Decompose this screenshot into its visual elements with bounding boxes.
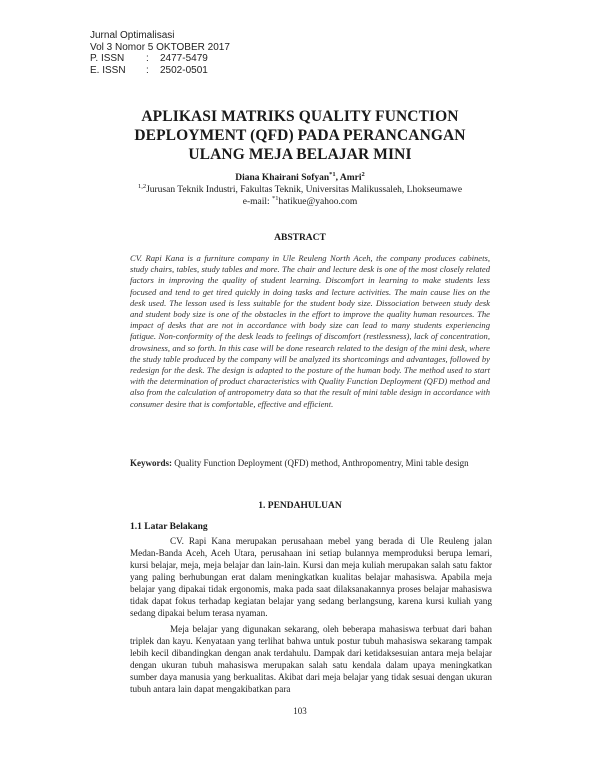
affiliation [90, 184, 510, 196]
email-marker: *1 [272, 194, 279, 202]
keywords-text: Quality Function Deployment (QFD) method, Anthropomentry, Mini table design [172, 458, 469, 468]
paper-title [100, 107, 500, 164]
author-connector: , [335, 173, 340, 183]
paragraph-1: CV. Rapi Kana merupakan perusahaan mebel yang berada di Ule Reuleng jalan Medan-Banda Aceh, Aceh Utara, perusahaan ini setiap bulannya memproduksi berupa lemari, kursi belajar, meja, meja belajar dan lain-lain. Kursi dan meja kuliah merupakan salah satu faktor yang paling berhubungan erat dalam meningkatkan kualitas belajar mahasiswa. Apabila meja belajar yang dipakai tidak ergonomis, maka pada saat dilaksanakannya proses belajar mahasiswa tidak dapat fokus terhadap kegiatan belajar yang sedang berlangsung, karena kursi kuliah yang sedang dipakai belum terasa nyaman. [130, 536, 492, 618]
author-names [90, 172, 510, 184]
abstract-heading: ABSTRACT [274, 233, 326, 243]
section-heading: 1. PENDAHULUAN [258, 501, 342, 511]
journal-header [90, 30, 230, 76]
pissn-label: P. ISSN [90, 53, 125, 64]
pissn-value: 2477-5479 [160, 53, 208, 64]
email-line [90, 196, 510, 208]
title-line-3: ULANG MEJA BELAJAR MINI [188, 146, 412, 163]
author-1-marker: *1 [329, 170, 336, 178]
title-line-1: APLIKASI MATRIKS QUALITY FUNCTION [141, 108, 459, 125]
keywords [130, 458, 492, 470]
pissn-row [90, 53, 230, 65]
author-2-marker: 2 [361, 170, 365, 178]
affiliation-text: Jurusan Teknik Industri, Fakultas Teknik, Universitas Malikussaleh, Lhokseumawe [146, 185, 463, 195]
abstract-text: CV. Rapi Kana is a furniture company in Ule Reuleng North Aceh, the company produces cabinets, study chairs, tables, study tables and more. The chair and lecture desk is one of the most closely related factors in improving the quality of student learning. Discomfort in learning to make students less focused and tend to get tired quickly in doing tasks and lecture activities. The main cause lies on the desk used. The lesson used is less suitable for the student body size. Dissociation between study desk and student body size is one of the obstacles in the effort to improve the quality human resources. The impact of desks that are not in accordance with body size can lead to many students experiencing fatigue. Non-conformity of the desk leads to feelings of discomfort (restlessness), lack of concentration, drowsiness, and so forth. In this case will be done research related to the design of the mini desk, where the study table produced by the company will be analyzed its shortcomings and advantages, followed by redesign for the desk. The design is adapted to the posture of the human body. The method used to start with the determination of product characteristics with Quality Function Deployment (QFD) method and also from the calculation of antropometry data so that the result of mini table design in accordance with consumer desire that is comfortable, effective and efficient. [130, 253, 490, 409]
affiliation-marker: 1,2 [137, 182, 147, 190]
pissn-separator: : [146, 53, 149, 64]
body-text [130, 535, 492, 699]
email-link[interactable]: hatikue@yahoo.com [278, 197, 358, 207]
eissn-label: E. ISSN [90, 64, 126, 76]
title-line-2: DEPLOYMENT (QFD) PADA PERANCANGAN [134, 127, 466, 144]
author-2: Amri [339, 173, 362, 183]
author-1: Diana Khairani Sofyan [235, 173, 330, 183]
author-block [90, 172, 510, 208]
paragraph-2: Meja belajar yang digunakan sekarang, oleh beberapa mahasiswa terbuat dari bahan triplek dan kayu. Kenyataan yang terlihat bahwa untuk postur tubuh mahasiswa sekarang tampak lebih kecil dibandingkan dengan anak terdahulu. Dampak dari ketidaksesuian antara meja belajar dengan ukuran tubuh mahasiswa merupakan salah satu kendala dalam upaya meningkatkan sumber daya manusia yang berkualitas. Akibat dari meja belajar yang tidak sesuai dengan ukuran tubuh antara lain dapat mengakibatkan para [130, 624, 492, 694]
subsection-heading: 1.1 Latar Belakang [130, 522, 208, 532]
keywords-label: Keywords: [130, 458, 172, 468]
journal-name: Jurnal Optimalisasi [90, 30, 175, 41]
page-number: 103 [293, 706, 307, 716]
journal-issue: Vol 3 Nomor 5 OKTOBER 2017 [90, 41, 230, 53]
eissn-value: 2502-0501 [160, 64, 208, 76]
eissn-row [90, 65, 230, 77]
eissn-separator: : [146, 64, 149, 76]
email-label: e-mail: [242, 197, 273, 207]
